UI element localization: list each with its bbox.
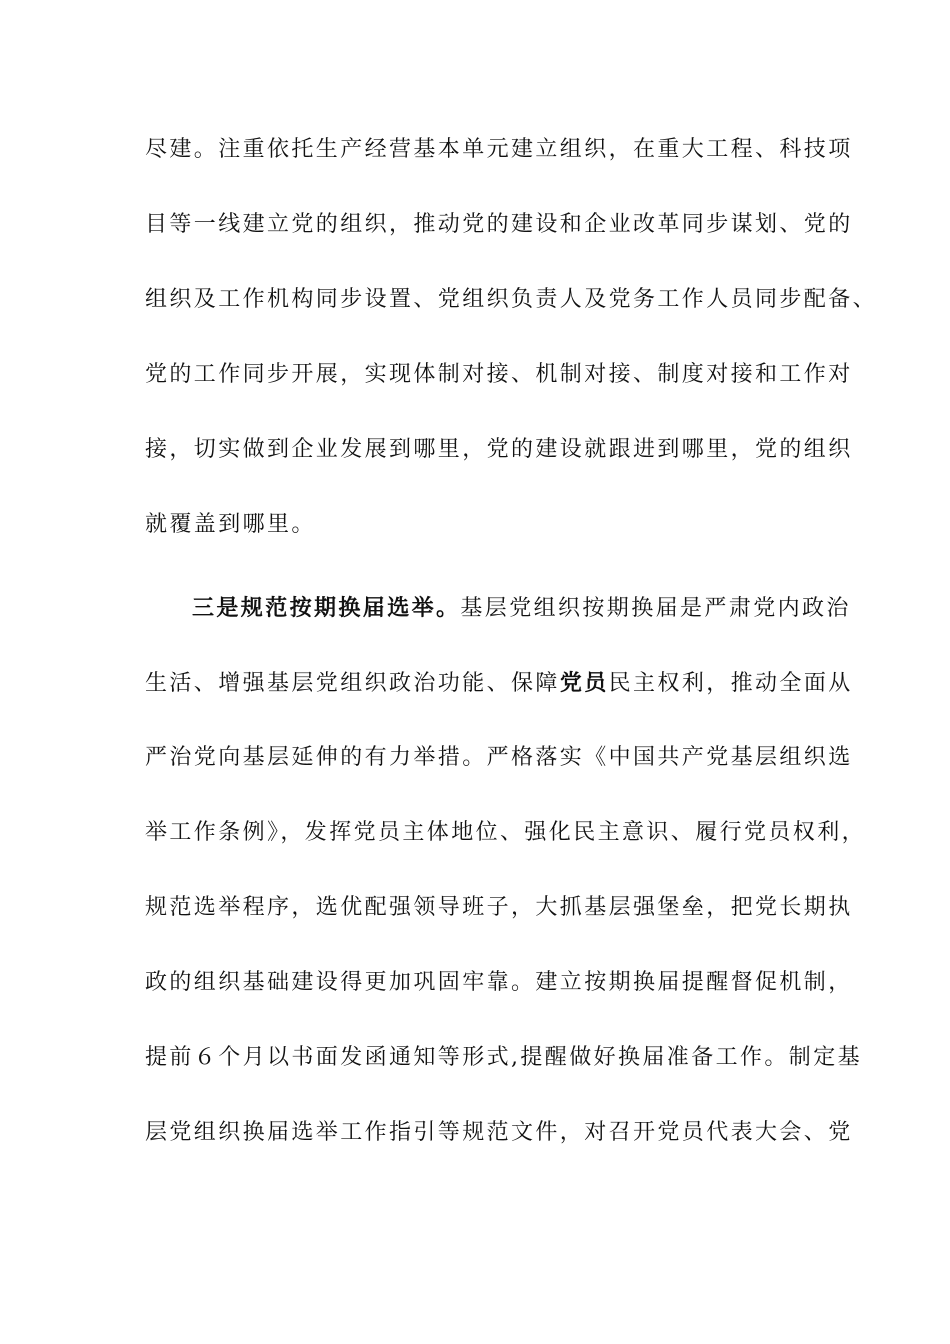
paragraph-1-line-2: 目等一线建立党的组织，推动党的建设和企业改革同步谋划、党的: [145, 212, 853, 237]
paragraph-1-line-4: 党的工作同步开展，实现体制对接、机制对接、制度对接和工作对: [145, 362, 853, 387]
paragraph-2-line-4: 举工作条例》，发挥党员主体地位、强化民主意识、履行党员权利，: [145, 820, 867, 845]
paragraph-2-line-6: 政的组织基础建设得更加巩固牢靠。建立按期换届提醒督促机制，: [145, 970, 853, 995]
paragraph-2-line-1-text: 基层党组织按期换届是严肃党内政治: [460, 596, 851, 621]
paragraph-1-line-6: 就覆盖到哪里。: [145, 512, 316, 537]
paragraph-2-line-2: [145, 663, 853, 703]
paragraph-2-line-3: 严治党向基层延伸的有力举措。严格落实《中国共产党基层组织选: [145, 745, 853, 770]
paragraph-2-line-5: 规范选举程序，选优配强领导班子，大抓基层强堡垒，把党长期执: [145, 895, 853, 920]
paragraph-2-line-1: [192, 588, 872, 628]
bold-term: 党员: [559, 670, 609, 696]
paragraph-1-line-1: 尽建。注重依托生产经营基本单元建立组织，在重大工程、科技项: [145, 137, 853, 162]
paragraph-1-line-3: 组织及工作机构同步设置、党组织负责人及党务工作人员同步配备、: [145, 287, 878, 312]
paragraph-2-line-2-part-a: 生活、增强基层党组织政治功能、保障: [145, 671, 560, 696]
paragraph-2-line-7: 提前６个月以书面发函通知等形式,提醒做好换届准备工作。制定基: [145, 1045, 862, 1070]
paragraph-2-line-8: 层党组织换届选举工作指引等规范文件，对召开党员代表大会、党: [145, 1120, 853, 1145]
paragraph-2-line-2-part-b: 民主权利，推动全面从: [608, 671, 853, 696]
section-heading: 三是规范按期换届选举。: [192, 595, 461, 621]
paragraph-1-line-5: 接，切实做到企业发展到哪里，党的建设就跟进到哪里，党的组织: [145, 437, 853, 462]
